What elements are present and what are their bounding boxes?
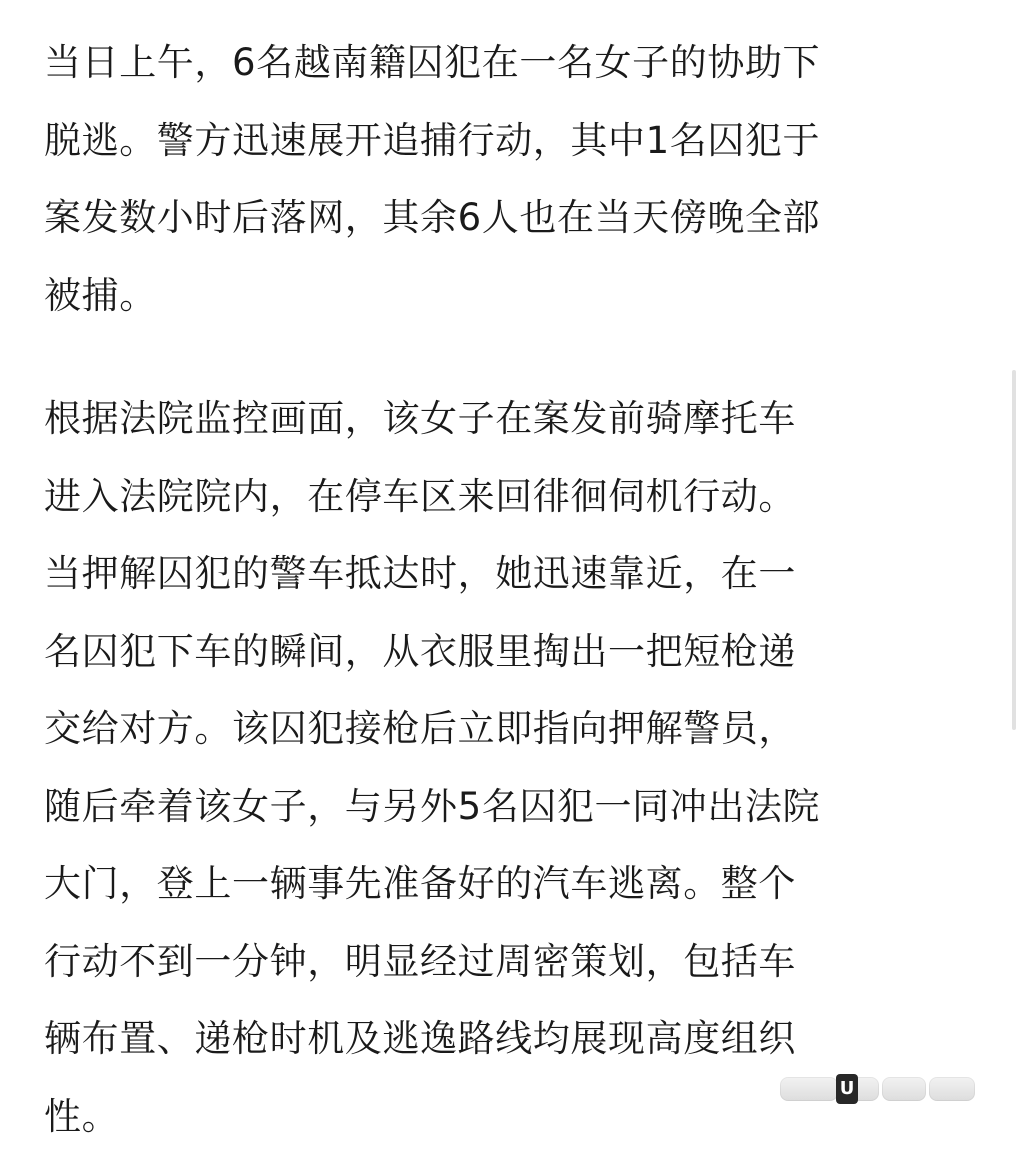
paragraph-1 [44, 24, 984, 334]
text-line: 进入法院院内，在停车区来回徘徊伺机行动。 [44, 458, 984, 536]
paragraph-2 [44, 380, 984, 1155]
text-line: 被捕。 [44, 257, 984, 335]
text-line: 随后牵着该女子，与另外5名囚犯一同冲出法院 [44, 768, 984, 846]
text-line: 当押解囚犯的警车抵达时，她迅速靠近，在一 [44, 535, 984, 613]
text-line: 行动不到一分钟，明显经过周密策划，包括车 [44, 923, 984, 1001]
watermark-badge: U [836, 1074, 858, 1104]
text-line: 性。 [44, 1078, 984, 1155]
watermark [780, 1072, 998, 1106]
platform-logo-icon [780, 1077, 975, 1101]
text-line: 交给对方。该囚犯接枪后立即指向押解警员， [44, 690, 984, 768]
paragraph-spacer [44, 334, 984, 380]
text-line: 大门，登上一辆事先准备好的汽车逃离。整个 [44, 845, 984, 923]
text-line: 名囚犯下车的瞬间，从衣服里掏出一把短枪递 [44, 613, 984, 691]
text-line: 根据法院监控画面，该女子在案发前骑摩托车 [44, 380, 984, 458]
text-line: 辆布置、递枪时机及逃逸路线均展现高度组织 [44, 1000, 984, 1078]
article-body [44, 24, 984, 1155]
text-line: 当日上午，6名越南籍囚犯在一名女子的协助下 [44, 24, 984, 102]
text-line: 脱逃。警方迅速展开追捕行动，其中1名囚犯于 [44, 102, 984, 180]
text-line: 案发数小时后落网，其余6人也在当天傍晚全部 [44, 179, 984, 257]
scrollbar[interactable] [1012, 370, 1016, 730]
